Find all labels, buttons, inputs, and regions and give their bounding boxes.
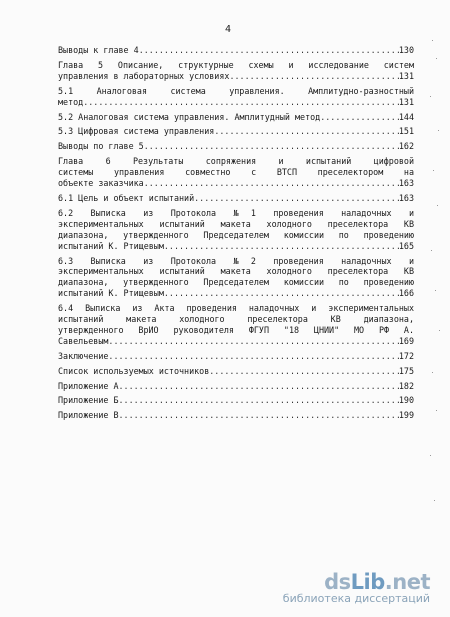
toc-entry-title: управления в лабораторных условиях xyxy=(58,70,230,81)
table-of-contents xyxy=(58,45,414,425)
toc-entry-title: 5.2 Аналоговая система управления. Амплитудный метод xyxy=(58,111,321,122)
toc-entry xyxy=(58,381,414,392)
leader-dots xyxy=(144,141,399,152)
toc-entry-title: Заключение xyxy=(58,350,109,361)
toc-entry-title: метод xyxy=(58,96,84,107)
toc-page-number: 151 xyxy=(398,126,414,137)
toc-page-number: 131 xyxy=(398,70,414,81)
leader-dots xyxy=(164,288,399,299)
toc-entry-last-line xyxy=(58,336,414,347)
toc-entry-last-line xyxy=(58,241,414,252)
toc-page-number: 130 xyxy=(398,45,414,55)
toc-entry-last-line xyxy=(58,97,414,108)
toc-page-number: 165 xyxy=(398,240,414,251)
toc-entry-title: испытаний К. Ртищевым xyxy=(58,240,164,251)
toc-entry-line: Глава 5 Описание, структурные схемы и исследование систем xyxy=(58,59,414,70)
toc-entry xyxy=(58,86,414,108)
toc-entry-last-line xyxy=(58,381,414,392)
toc-entry-last-line xyxy=(58,112,414,123)
watermark-subtitle: библиотека диссертаций xyxy=(282,592,430,605)
leader-dots xyxy=(119,381,399,392)
toc-entry-last-line xyxy=(58,193,414,204)
toc-entry-title: Приложение Б xyxy=(58,395,119,406)
leader-dots xyxy=(119,395,399,406)
toc-entry xyxy=(58,366,414,377)
toc-entry xyxy=(58,45,414,56)
toc-entry xyxy=(58,351,414,362)
toc-entry xyxy=(58,303,414,347)
toc-entry xyxy=(58,208,414,252)
toc-page-number: 131 xyxy=(398,96,414,107)
scan-speck xyxy=(432,372,433,373)
toc-entry-last-line xyxy=(58,71,414,82)
toc-page-number: 182 xyxy=(398,380,414,391)
scan-speck xyxy=(437,205,438,206)
toc-page-number: 175 xyxy=(398,365,414,376)
toc-entry-title: Выводы к главе 4 xyxy=(58,45,139,55)
toc-entry-title: 5.3 Цифровая система управления xyxy=(58,126,215,137)
toc-page-number: 166 xyxy=(398,288,414,299)
toc-entry xyxy=(58,112,414,123)
leader-dots xyxy=(108,351,398,362)
toc-entry xyxy=(58,156,414,189)
scan-speck xyxy=(435,290,436,291)
leader-dots xyxy=(83,97,399,108)
scan-speck xyxy=(430,455,431,456)
toc-page-number: 162 xyxy=(398,141,414,152)
toc-entry-title: 6.1 Цель и объект испытаний xyxy=(58,192,195,203)
toc-entry-line: диапазона, утвержденного Председателем комиссии по проведению xyxy=(58,277,414,288)
leader-dots xyxy=(320,112,399,123)
toc-entry-last-line xyxy=(58,141,414,152)
toc-entry xyxy=(58,193,414,204)
toc-page-number: 163 xyxy=(398,192,414,203)
scan-speck xyxy=(436,58,437,59)
toc-page-number: 169 xyxy=(398,335,414,346)
toc-entry-title: объекте заказчика xyxy=(58,178,144,189)
leader-dots xyxy=(229,71,398,82)
scan-speck xyxy=(431,250,432,251)
toc-page-number: 172 xyxy=(398,350,414,361)
scan-speck xyxy=(430,96,431,97)
leader-dots xyxy=(164,241,399,252)
scan-speck xyxy=(433,170,434,171)
leader-dots xyxy=(214,126,399,137)
toc-entry-last-line xyxy=(58,126,414,137)
toc-entry-line: системы управления совместно с ВТСП преселектором на xyxy=(58,167,414,178)
scan-speck xyxy=(438,130,439,131)
toc-entry xyxy=(58,60,414,82)
leader-dots xyxy=(144,178,399,189)
toc-entry xyxy=(58,256,414,300)
toc-page-number: 190 xyxy=(398,395,414,406)
toc-entry-line: диапазона, утвержденного Председателем комиссии по проведению xyxy=(58,229,414,240)
toc-entry-last-line xyxy=(58,288,414,299)
toc-entry xyxy=(58,410,414,421)
toc-entry-last-line xyxy=(58,410,414,421)
toc-page-number: 163 xyxy=(398,178,414,189)
toc-entry-last-line xyxy=(58,395,414,406)
toc-entry-last-line xyxy=(58,178,414,189)
toc-entry-title: испытаний К. Ртищевым xyxy=(58,288,164,299)
toc-entry xyxy=(58,141,414,152)
toc-entry xyxy=(58,395,414,406)
page-number: 4 xyxy=(225,24,232,35)
toc-entry xyxy=(58,126,414,137)
leader-dots xyxy=(108,336,398,347)
toc-entry-line: экспериментальных испытаний макета холодного преселектора КВ xyxy=(58,266,414,277)
toc-entry-line: 6.3 Выписка из Протокола №2 проведения наладочных и xyxy=(58,255,414,266)
toc-entry-line: Глава 6 Результаты сопряжения и испытаний цифровой xyxy=(58,156,414,167)
toc-entry-line: экспериментальных испытаний макета холодного преселектора КВ xyxy=(58,218,414,229)
watermark-logo: dsLib.net xyxy=(324,570,430,594)
toc-entry-title: Приложение А xyxy=(58,380,119,391)
toc-entry-last-line xyxy=(58,45,414,56)
toc-entry-title: Выводы по главе 5 xyxy=(58,141,144,152)
toc-page-number: 199 xyxy=(398,410,414,421)
watermark xyxy=(283,570,430,605)
toc-entry-line: испытаний макета холодного преселектора КВ диапазона, xyxy=(58,314,414,325)
toc-page-number: 144 xyxy=(398,111,414,122)
toc-entry-title: Савельевым xyxy=(58,335,109,346)
scan-speck xyxy=(439,330,440,331)
scan-speck xyxy=(434,500,435,501)
toc-entry-last-line xyxy=(58,351,414,362)
toc-entry-title: Приложение В xyxy=(58,410,119,421)
scan-speck xyxy=(432,40,433,41)
leader-dots xyxy=(139,45,399,56)
toc-entry-title: Список используемых источников xyxy=(58,365,210,376)
scan-speck xyxy=(436,410,437,411)
leader-dots xyxy=(209,366,399,377)
toc-entry-last-line xyxy=(58,366,414,377)
toc-entry-line: 6.2 Выписка из Протокола №1 проведения наладочных и xyxy=(58,207,414,218)
toc-entry-line: утвержденного ВрИО руководителя ФГУП "18 ЦНИИ" МО РФ А. xyxy=(58,324,414,335)
toc-entry-line: 6.4 Выписка из Акта проведения наладочных и экспериментальных xyxy=(58,303,414,314)
toc-entry-line: 5.1 Аналоговая система управления. Амплитудно-разностный xyxy=(58,85,414,96)
leader-dots xyxy=(119,410,399,421)
leader-dots xyxy=(194,193,399,204)
